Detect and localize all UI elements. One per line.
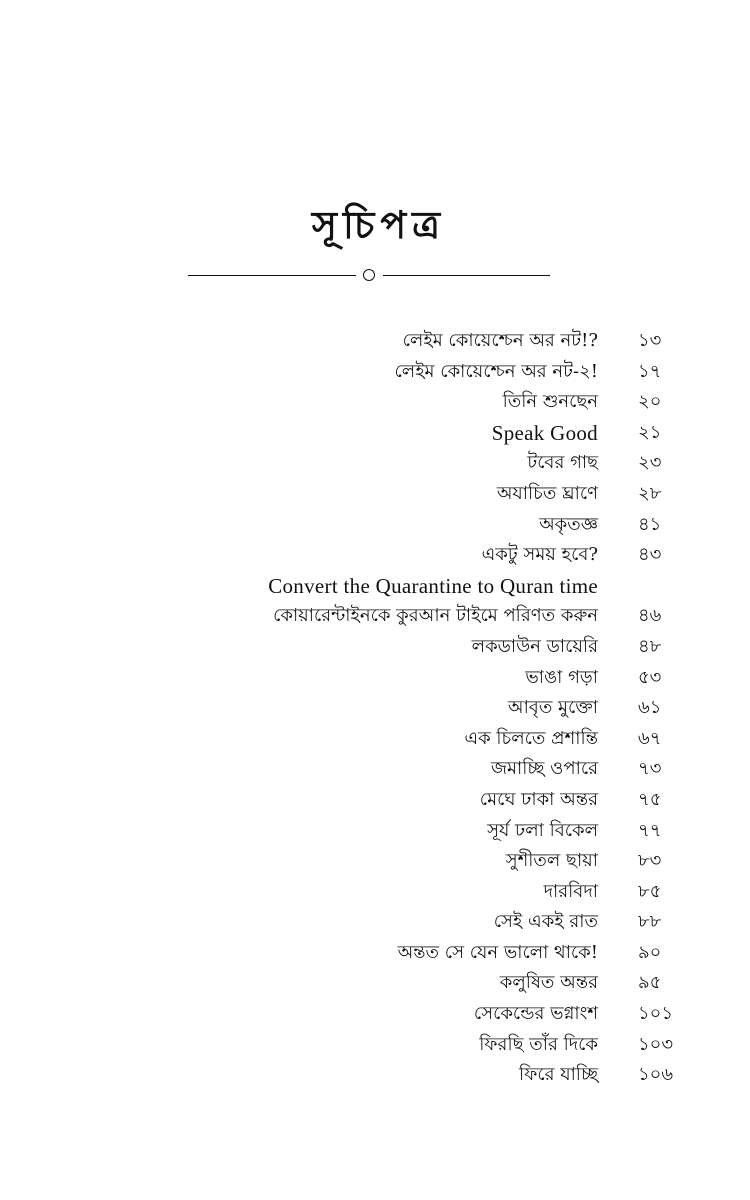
toc-entry-page: ২১ bbox=[638, 421, 662, 443]
toc-entry-page: ৯০ bbox=[638, 941, 662, 963]
toc-entry-title: তিনি শুনছেন bbox=[502, 391, 598, 413]
toc-entry[interactable] bbox=[0, 448, 750, 479]
toc-entry-title: দারবিদা bbox=[543, 880, 598, 902]
toc-entry-page: ৬১ bbox=[638, 697, 662, 719]
toc-entry-title: ভাঙা গড়া bbox=[525, 666, 598, 688]
toc-entry-title: একটু সময় হবে? bbox=[481, 544, 598, 566]
toc-entry-title: সুশীতল ছায়া bbox=[505, 850, 598, 872]
toc-entry[interactable] bbox=[0, 1060, 750, 1091]
toc-entry-title: অযাচিত ঘ্রাণে bbox=[496, 482, 598, 504]
toc-entry-title: মেঘে ঢাকা অন্তর bbox=[479, 788, 598, 810]
toc-entry[interactable] bbox=[0, 540, 750, 571]
toc-entry-title: কলুষিত অন্তর bbox=[499, 972, 598, 994]
toc-entry-page: ২৮ bbox=[638, 482, 662, 504]
toc-entry-title: Convert the Quarantine to Quran time bbox=[268, 573, 598, 598]
toc-entry-page: ২০ bbox=[638, 391, 662, 413]
toc-entry-page: ১০৬ bbox=[638, 1064, 674, 1086]
divider-line-right bbox=[383, 275, 550, 276]
toc-entry[interactable] bbox=[0, 785, 750, 816]
toc-entry-title: টবের গাছ bbox=[527, 452, 598, 474]
toc-entry[interactable] bbox=[0, 968, 750, 999]
toc-entry[interactable] bbox=[0, 846, 750, 877]
toc-entry[interactable] bbox=[0, 326, 750, 357]
toc-entry-title: কোয়ারেন্টাইনকে কুরআন টাইমে পরিণত করুন bbox=[273, 605, 598, 627]
toc-entry[interactable] bbox=[0, 754, 750, 785]
toc-entry[interactable] bbox=[0, 601, 750, 632]
toc-entry-page: ১৩ bbox=[638, 330, 662, 351]
toc-entry-page: ৮৫ bbox=[638, 880, 662, 902]
toc-entry-page: ৭৭ bbox=[638, 819, 662, 841]
toc-entry[interactable] bbox=[0, 1030, 750, 1061]
toc-entry-title: আবৃত মুক্তো bbox=[507, 697, 598, 719]
toc-entry[interactable] bbox=[0, 479, 750, 510]
toc-entry-title: জমাচ্ছি ওপারে bbox=[490, 758, 598, 780]
toc-entry-page: ৭৩ bbox=[638, 758, 662, 780]
toc-entry[interactable] bbox=[0, 693, 750, 724]
toc-entry-page: ১৭ bbox=[638, 360, 662, 382]
toc-entry-page: ৫৩ bbox=[638, 666, 662, 688]
toc-entry-page: ৯৫ bbox=[638, 972, 662, 994]
toc-entry-title: অন্তত সে যেন ভালো থাকে! bbox=[397, 941, 598, 963]
toc-entry-title: লেইম কোয়েশ্চেন অর নট-২! bbox=[394, 360, 598, 382]
toc-entry-title: সেকেন্ডের ভগ্নাংশ bbox=[473, 1003, 598, 1025]
toc-entry[interactable] bbox=[0, 663, 750, 694]
toc-entry[interactable] bbox=[0, 816, 750, 847]
toc-entry-title: Speak Good bbox=[491, 420, 598, 445]
toc-entry-page: ৪৮ bbox=[638, 635, 662, 657]
toc-entry[interactable] bbox=[0, 387, 750, 418]
toc-entry-page: ৪১ bbox=[638, 513, 662, 535]
table-of-contents bbox=[0, 326, 750, 1091]
toc-entry[interactable] bbox=[0, 999, 750, 1030]
toc-entry-page: ৮৮ bbox=[638, 911, 662, 933]
toc-entry-page: ৪৬ bbox=[638, 605, 662, 627]
toc-entry-title: লেইম কোয়েশ্চেন অর নট!? bbox=[402, 330, 598, 351]
toc-entry[interactable] bbox=[0, 907, 750, 938]
toc-entry-title: ফিরে যাচ্ছি bbox=[519, 1064, 598, 1086]
divider-circle-ornament bbox=[363, 269, 375, 281]
toc-entry[interactable] bbox=[0, 632, 750, 663]
toc-entry[interactable] bbox=[0, 357, 750, 388]
toc-entry-page: ৭৫ bbox=[638, 788, 662, 810]
toc-entry-page: ৪৩ bbox=[638, 544, 662, 566]
toc-entry-title: সেই একই রাত bbox=[493, 911, 598, 933]
toc-entry-page: ৮৩ bbox=[638, 850, 662, 872]
toc-entry[interactable] bbox=[0, 877, 750, 908]
toc-entry[interactable] bbox=[0, 510, 750, 541]
toc-entry-title: লকডাউন ডায়েরি bbox=[471, 635, 598, 657]
toc-entry-page: ১০১ bbox=[638, 1003, 674, 1025]
toc-entry-page: ২৩ bbox=[638, 452, 662, 474]
toc-entry-heading bbox=[0, 571, 750, 602]
divider-line-left bbox=[188, 275, 356, 276]
toc-entry[interactable] bbox=[0, 418, 750, 449]
toc-entry[interactable] bbox=[0, 724, 750, 755]
toc-entry-title: এক চিলতে প্রশান্তি bbox=[464, 727, 598, 749]
toc-entry[interactable] bbox=[0, 938, 750, 969]
title-divider bbox=[188, 268, 550, 284]
toc-entry-title: ফিরছি তাঁর দিকে bbox=[479, 1033, 598, 1055]
toc-entry-title: অকৃতজ্ঞ bbox=[539, 513, 598, 535]
toc-entry-title: সূর্য ঢলা বিকেল bbox=[487, 819, 598, 841]
toc-entry-page: ১০৩ bbox=[638, 1033, 674, 1055]
toc-entry-page: ৬৭ bbox=[638, 727, 662, 749]
page-title: সূচিপত্র bbox=[311, 202, 447, 247]
